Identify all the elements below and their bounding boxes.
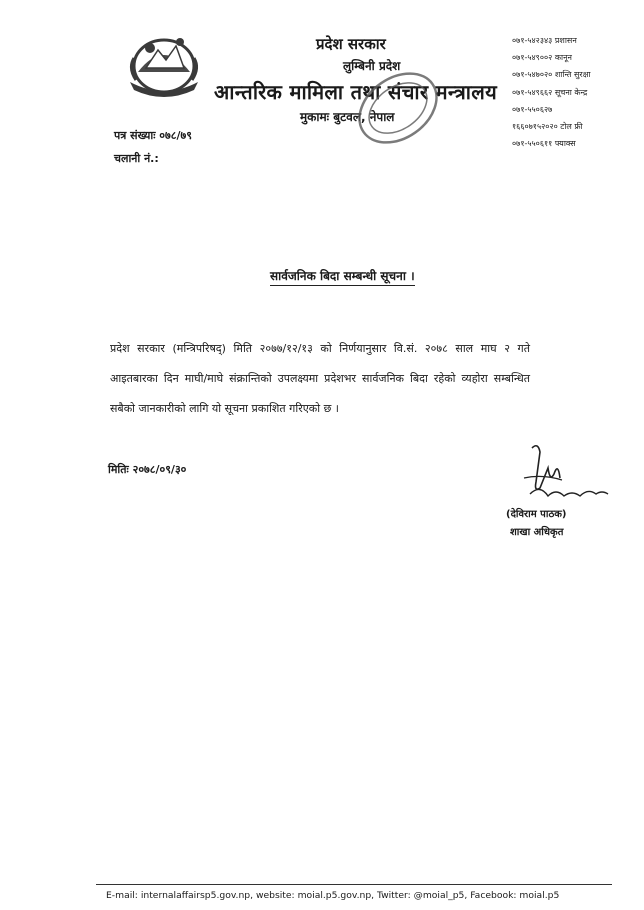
signatory-name: (देविराम पाठक) <box>506 509 567 520</box>
province-name: लुम्बिनी प्रदेश <box>343 59 401 73</box>
contact-line: ०७१-५४७०२० शान्ति सुरक्षा <box>512 70 591 80</box>
contact-line: ०७१-५५०६२७ <box>512 104 553 114</box>
notice-subject: सार्वजनिक बिदा सम्बन्धी सूचना । <box>270 267 415 286</box>
nepal-emblem-icon <box>124 28 204 98</box>
official-stamp-icon <box>352 62 444 154</box>
contact-line: ०७१-५४९६६२ सूचना केन्द्र <box>512 87 588 97</box>
signatory-title: शाखा अधिकृत <box>510 527 564 538</box>
ministry-name: आन्तरिक मामिला तथा संचार मन्त्रालय <box>214 80 497 104</box>
contact-line: ०७१-५४९००२ कानून <box>512 53 572 63</box>
notice-body: प्रदेश सरकार (मन्त्रिपरिषद्) मिति २०७७/१२/१३ को निर्णयानुसार वि.सं. २०७८ साल माघ २ गते आइतबारका दिन माघी/माघे संक्रान्तिको उपलक्ष्यमा प्रदेशभर सार्वजनिक बिदा रहेको व्यहोरा सम्बन्धित सबैको जानकारीको लागि यो सूचना प्रकाशित गरिएको छ । <box>110 342 530 415</box>
contact-line: ०७१-५५०६११ फ्याक्स <box>512 139 576 149</box>
contact-numbers <box>512 32 591 152</box>
contact-line: १६६०७१५२०२० टोल फ्री <box>512 122 583 132</box>
office-location: मुकामः बुटवल, नेपाल <box>300 110 395 124</box>
dispatch-number: चलानी नं.: <box>114 152 159 165</box>
government-title: प्रदेश सरकार <box>316 35 386 53</box>
reference-number: पत्र संख्याः ०७८/७९ <box>114 129 192 142</box>
signature-icon <box>518 438 614 510</box>
notice-date: मितिः २०७८/०९/३० <box>108 463 187 476</box>
footer-contact: E-mail: internalaffairsp5.gov.np, website: moial.p5.gov.np, Twitter: @moial_p5, Facebook: moial.p5 <box>106 890 560 901</box>
contact-line: ०७१-५४२३४३ प्रशासन <box>512 36 577 45</box>
footer-divider <box>96 884 612 885</box>
